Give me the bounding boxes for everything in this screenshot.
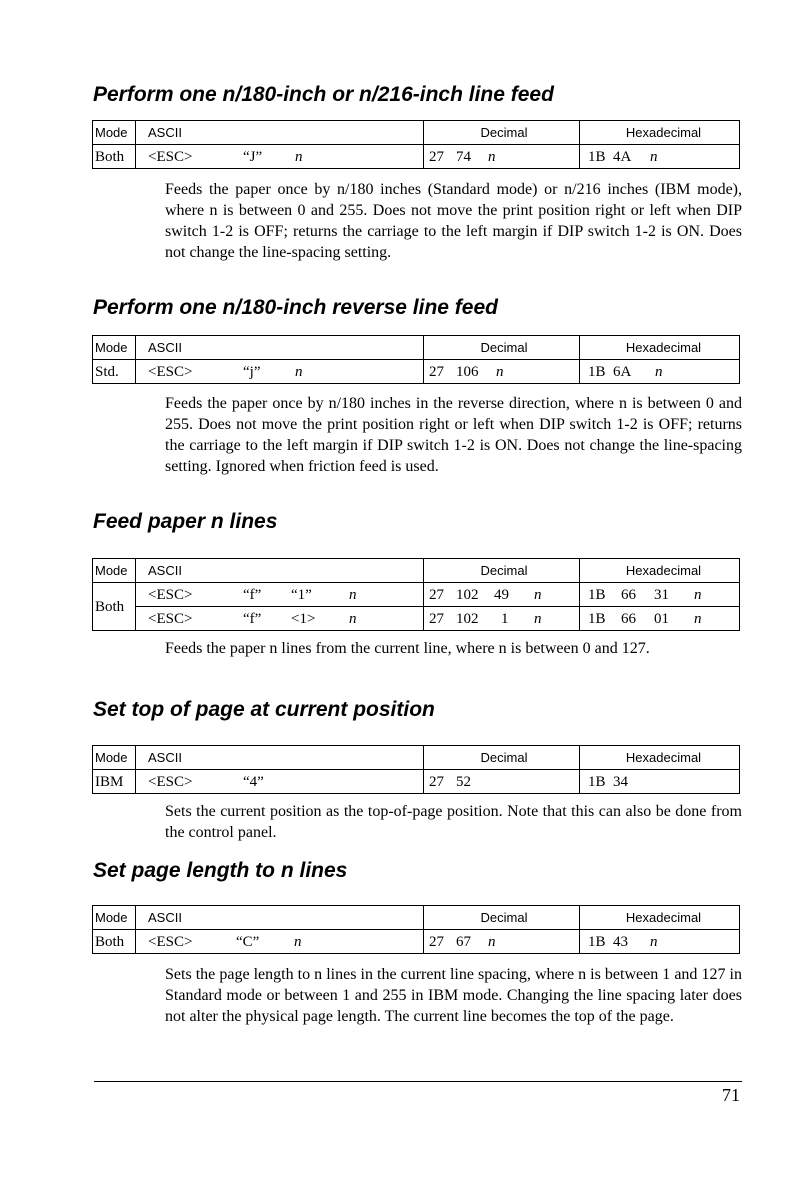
table-row [93,145,740,169]
ascii-token: “f” [243,610,262,627]
header-decimal: Decimal [424,559,580,583]
table-row [93,360,740,384]
section-title: Feed paper n lines [93,510,278,533]
decimal-token: 1 [501,610,509,627]
decimal-cell [424,930,580,954]
footer-rule [94,1081,742,1082]
ascii-token: <ESC> [148,773,193,790]
hex-token: 1B [588,610,606,627]
ascii-cell [136,360,424,384]
ascii-cell [136,145,424,169]
hex-cell [580,360,740,384]
section-title: Set page length to n lines [93,859,348,882]
decimal-token: 102 [456,610,479,627]
command-table [92,120,740,169]
command-table [92,905,740,954]
section-description: Feeds the paper once by n/180 inches (Standard mode) or n/216 inches (IBM mode), where n is between 0 and 255. Does not move the print position right or left when DIP switch 1-2 is OFF; returns the carriage to the left margin if DIP switch 1-2 is ON. Does not change the line-spacing setting. [165,181,742,261]
ascii-cell [136,930,424,954]
hex-token: 01 [654,610,669,627]
decimal-token: n [534,610,542,627]
command-table [92,558,740,631]
ascii-cell [136,583,424,607]
decimal-cell [424,770,580,794]
decimal-cell [424,145,580,169]
header-ascii: ASCII [136,121,424,145]
mode-cell: Both [93,583,136,631]
decimal-token: 27 [429,148,444,165]
page-number: 71 [722,1085,740,1105]
decimal-token: 27 [429,933,444,950]
header-mode: Mode [93,906,136,930]
ascii-token: <1> [291,610,316,627]
ascii-cell [136,607,424,631]
hex-token: n [694,610,702,627]
header-hex: Hexadecimal [580,746,740,770]
section-description: Feeds the paper once by n/180 inches in the reverse direction, where n is between 0 and 255. Does not move the print position right or left when DIP switch 1-2 is OFF; returns the carriage to the left margin if DIP switch 1-2 is ON. Does not change the line-spacing setting. Ignored when friction feed is used. [165,395,742,475]
hex-token: 4A [613,148,632,165]
hex-token: 34 [613,773,628,790]
section-title: Perform one n/180-inch or n/216-inch line feed [93,83,554,106]
decimal-token: n [488,148,496,165]
header-mode: Mode [93,121,136,145]
ascii-token: “J” [243,148,263,165]
section-title: Perform one n/180-inch reverse line feed [93,296,498,319]
decimal-token: n [534,586,542,603]
table-row [93,607,740,631]
ascii-token: n [294,933,302,950]
table-row [93,583,740,607]
ascii-token: n [295,148,303,165]
decimal-token: 106 [456,363,479,380]
hex-token: 1B [588,586,606,603]
ascii-token: n [295,363,303,380]
hex-token: 43 [613,933,628,950]
ascii-token: n [349,610,357,627]
header-decimal: Decimal [424,906,580,930]
ascii-token: “1” [291,586,312,603]
decimal-token: 27 [429,363,444,380]
header-mode: Mode [93,746,136,770]
decimal-token: n [488,933,496,950]
decimal-token: 27 [429,773,444,790]
ascii-token: <ESC> [148,586,193,603]
command-table [92,745,740,794]
hex-cell [580,583,740,607]
decimal-token: 67 [456,933,471,950]
mode-cell: IBM [93,770,136,794]
header-mode: Mode [93,559,136,583]
hex-cell [580,770,740,794]
hex-token: n [650,933,658,950]
header-mode: Mode [93,336,136,360]
table-row [93,930,740,954]
table-row [93,770,740,794]
section-title: Set top of page at current position [93,698,435,721]
ascii-token: <ESC> [148,363,193,380]
decimal-token: n [496,363,504,380]
hex-token: 1B [588,363,606,380]
section-description: Sets the current position as the top-of-page position. Note that this can also be done from the control panel. [165,803,742,841]
header-decimal: Decimal [424,746,580,770]
command-table [92,335,740,384]
mode-cell: Both [93,930,136,954]
mode-cell: Std. [93,360,136,384]
ascii-token: “f” [243,586,262,603]
decimal-token: 27 [429,586,444,603]
decimal-token: 27 [429,610,444,627]
hex-token: 1B [588,148,606,165]
section-description: Feeds the paper n lines from the current line, where n is between 0 and 127. [165,640,650,657]
header-hex: Hexadecimal [580,559,740,583]
decimal-cell [424,607,580,631]
header-hex: Hexadecimal [580,121,740,145]
decimal-cell [424,360,580,384]
hex-cell [580,930,740,954]
hex-token: 1B [588,933,606,950]
ascii-token: “j” [243,363,261,380]
header-decimal: Decimal [424,336,580,360]
hex-token: n [694,586,702,603]
header-ascii: ASCII [136,336,424,360]
decimal-cell [424,583,580,607]
header-ascii: ASCII [136,906,424,930]
hex-token: 31 [654,586,669,603]
hex-cell [580,607,740,631]
ascii-cell [136,770,424,794]
ascii-token: <ESC> [148,933,193,950]
mode-cell: Both [93,145,136,169]
hex-token: n [655,363,663,380]
ascii-token: <ESC> [148,610,193,627]
hex-token: 66 [621,610,636,627]
header-ascii: ASCII [136,559,424,583]
header-decimal: Decimal [424,121,580,145]
hex-token: n [650,148,658,165]
ascii-token: n [349,586,357,603]
header-hex: Hexadecimal [580,906,740,930]
hex-token: 66 [621,586,636,603]
hex-token: 1B [588,773,606,790]
decimal-token: 102 [456,586,479,603]
ascii-token: “C” [236,933,260,950]
header-ascii: ASCII [136,746,424,770]
ascii-token: “4” [243,773,264,790]
hex-token: 6A [613,363,632,380]
section-description: Sets the page length to n lines in the current line spacing, where n is between 1 and 127 in Standard mode or between 1 and 255 in IBM mode. Changing the line spacing later does not alter the physical page length. The current line becomes the top of the page. [165,966,742,1025]
header-hex: Hexadecimal [580,336,740,360]
decimal-token: 49 [494,586,509,603]
ascii-token: <ESC> [148,148,193,165]
decimal-token: 52 [456,773,471,790]
hex-cell [580,145,740,169]
decimal-token: 74 [456,148,471,165]
